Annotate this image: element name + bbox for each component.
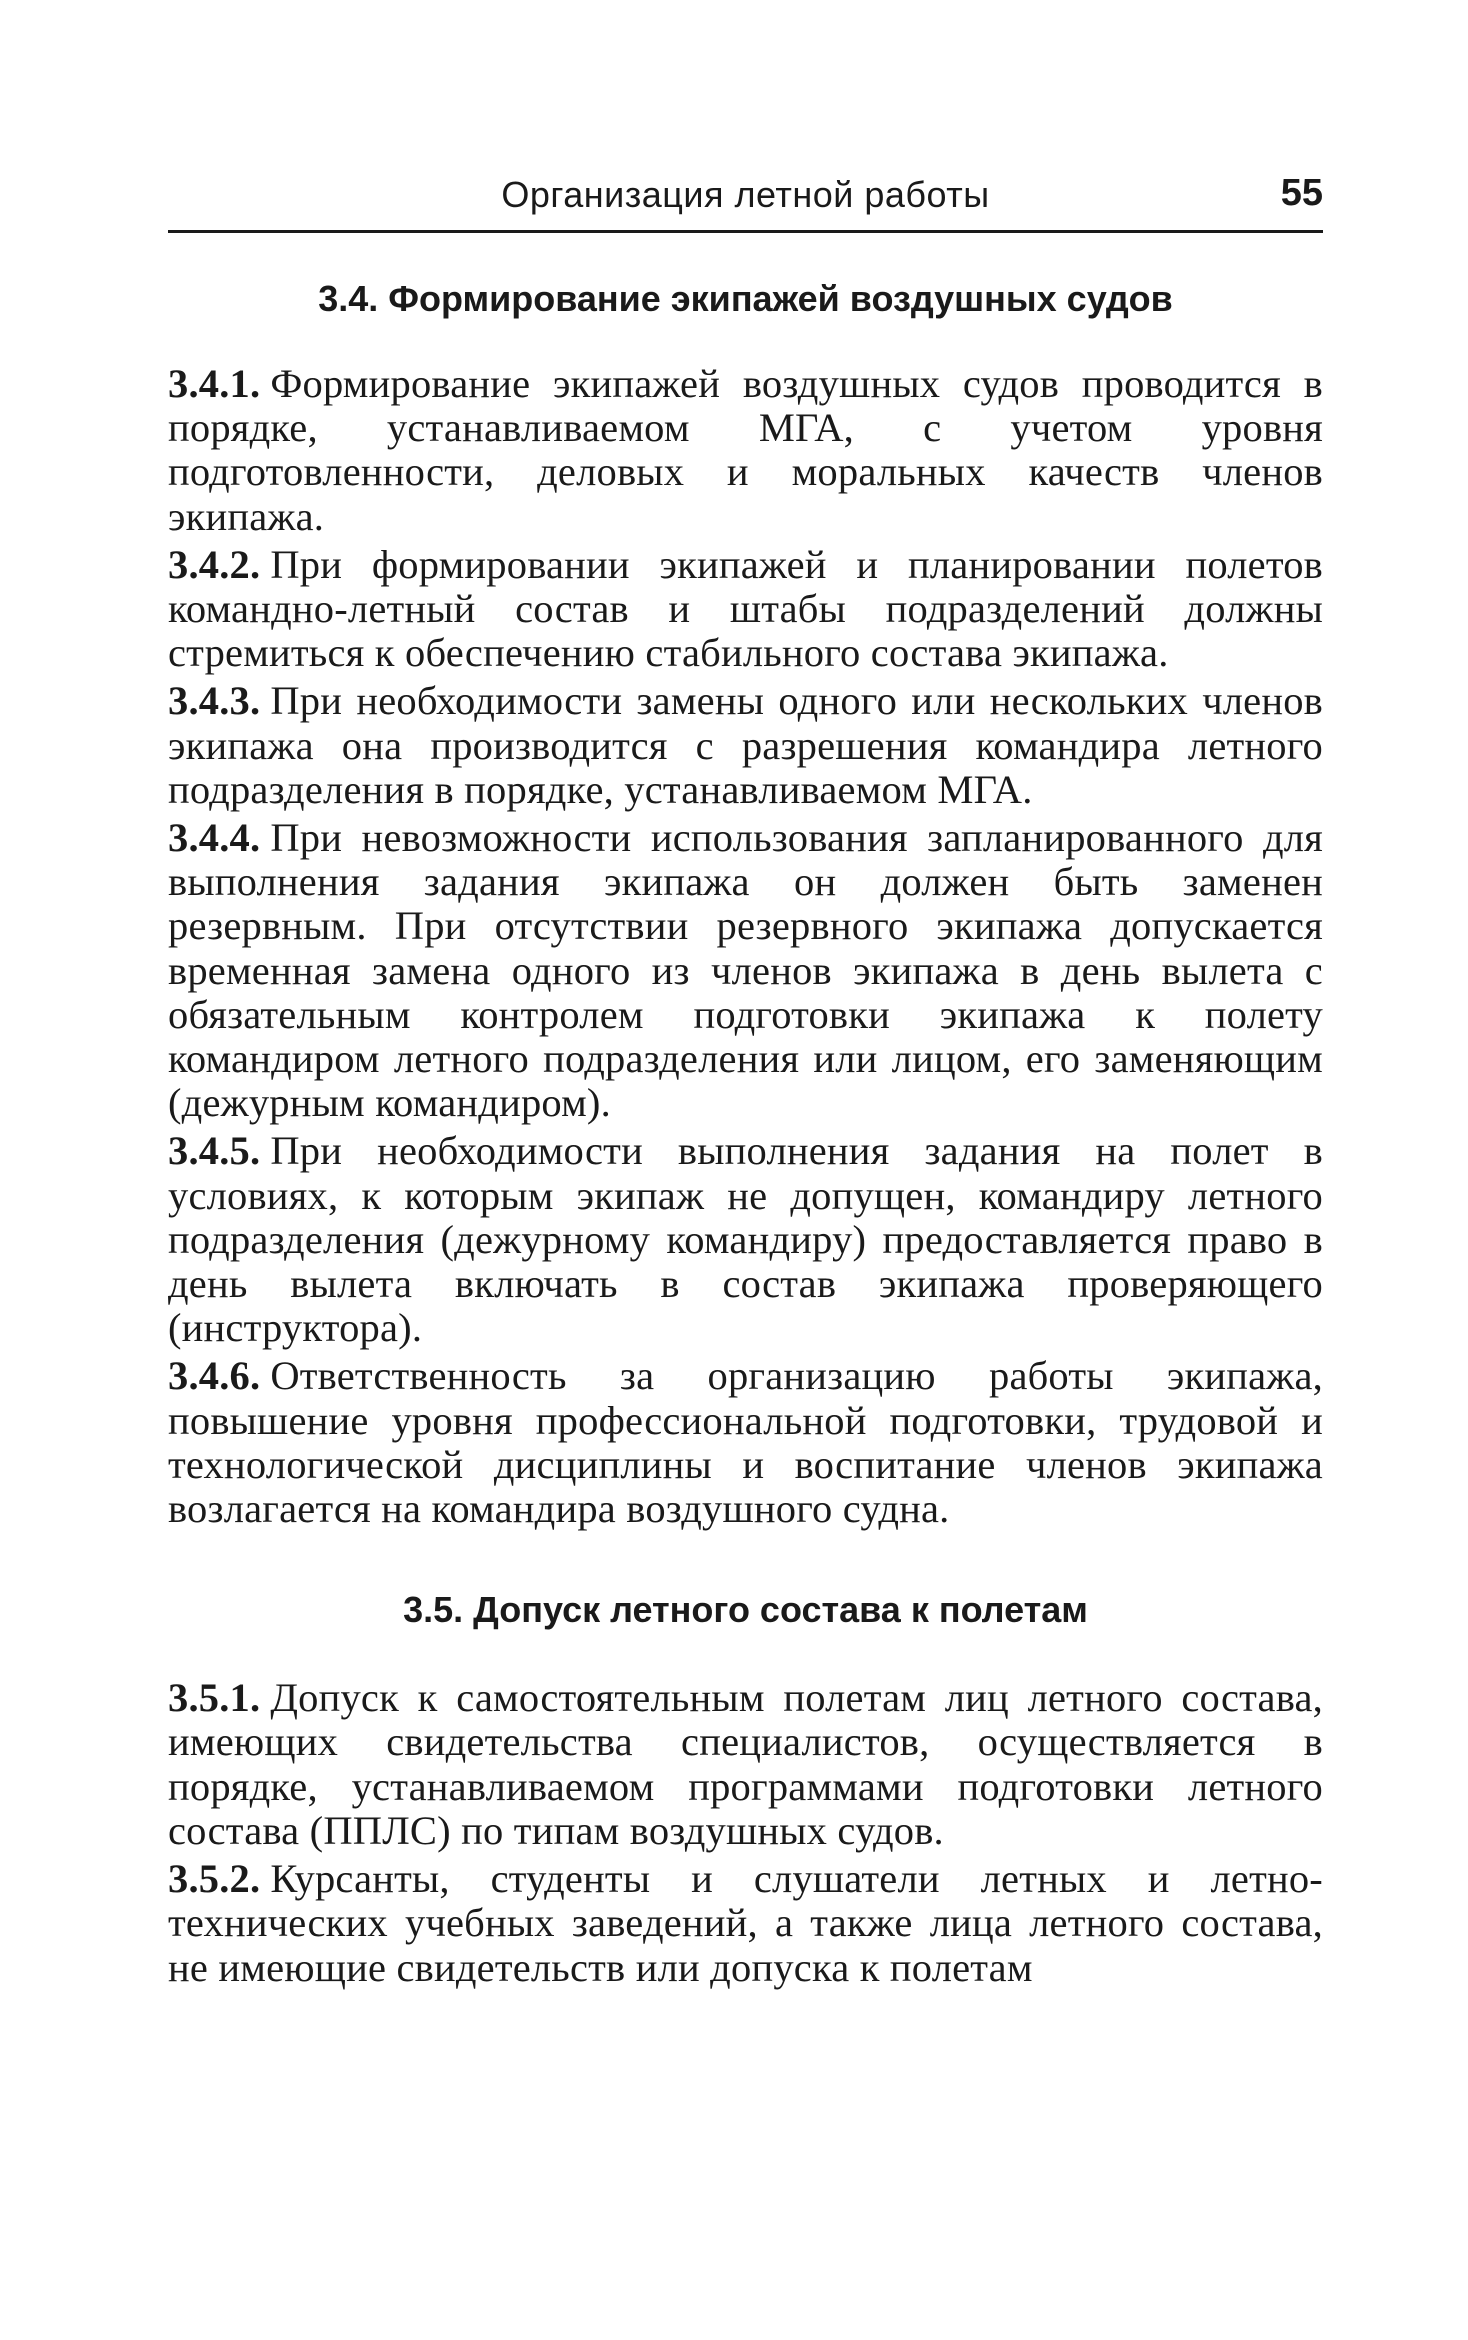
- paragraph-number: 3.5.2.: [168, 1856, 261, 1902]
- paragraph-text: Формирование экипажей воздушных судов проводится в порядке, устанавливаемом МГА, с учетом уровня подготовленности, деловых и моральных качеств членов экипажа.: [168, 361, 1323, 539]
- paragraph-text: При необходимости выполнения задания на полет в условиях, к которым экипаж не допущен, командиру летного подразделения (дежурному командиру) предоставляется право в день вылета включать в состав экипажа проверяющего (инструктора).: [168, 1128, 1323, 1351]
- paragraph-number: 3.4.4.: [168, 815, 261, 861]
- paragraph-number: 3.4.2.: [168, 541, 261, 587]
- paragraph-3-4-6: [168, 1354, 1323, 1531]
- paragraph-number: 3.4.5.: [168, 1128, 261, 1174]
- paragraph-3-4-1: [168, 362, 1323, 539]
- paragraph-text: При формировании экипажей и планировании полетов командно-летный состав и штабы подразделений должны стремиться к обеспечению стабильного состава экипажа.: [168, 541, 1323, 676]
- paragraph-number: 3.4.3.: [168, 678, 261, 724]
- paragraph-3-4-5: [168, 1129, 1323, 1350]
- running-header: [168, 170, 1323, 233]
- paragraph-number: 3.4.6.: [168, 1353, 261, 1399]
- paragraph-3-5-2: [168, 1857, 1323, 1990]
- paragraph-3-4-3: [168, 679, 1323, 812]
- running-title: Организация летной работы: [501, 174, 990, 215]
- paragraph-text: При необходимости замены одного или нескольких членов экипажа она производится с разрешения командира летного подразделения в порядке, устанавливаемом МГА.: [168, 678, 1323, 812]
- paragraph-text: Допуск к самостоятельным полетам лиц летного состава, имеющих свидетельства специалистов, осуществляется в порядке, устанавливаемом программами подготовки летного состава (ППЛС) по типам воздушных судов.: [168, 1675, 1323, 1853]
- paragraph-3-5-1: [168, 1676, 1323, 1853]
- paragraph-number: 3.4.1.: [168, 361, 261, 406]
- paragraph-3-4-4: [168, 816, 1323, 1125]
- document-page: [168, 170, 1323, 1994]
- section-heading-3-4: 3.4. Формирование экипажей воздушных судов: [318, 278, 1173, 319]
- page-number: 55: [1280, 172, 1323, 214]
- paragraph-number: 3.5.1.: [168, 1675, 261, 1721]
- paragraph-3-4-2: [168, 543, 1323, 676]
- paragraph-text: При невозможности использования запланированного для выполнения задания экипажа он должен быть заменен резервным. При отсутствии резервного экипажа допускается временная замена одного из членов экипажа в день вылета с обязательным контролем подготовки экипажа к полету командиром летного подразделения или лицом, его заменяющим (дежурным командиром).: [168, 815, 1323, 1126]
- section-heading-3-5: 3.5. Допуск летного состава к полетам: [403, 1589, 1088, 1631]
- paragraph-text: Ответственность за организацию работы экипажа, повышение уровня профессиональной подготовки, трудовой и технологической дисциплины и воспитание членов экипажа возлагается на командира воздушного судна.: [168, 1353, 1323, 1532]
- paragraph-text: Курсанты, студенты и слушатели летных и летно-технических учебных заведений, а также лица летного состава, не имеющие свидетельств или допуска к полетам: [168, 1856, 1323, 1990]
